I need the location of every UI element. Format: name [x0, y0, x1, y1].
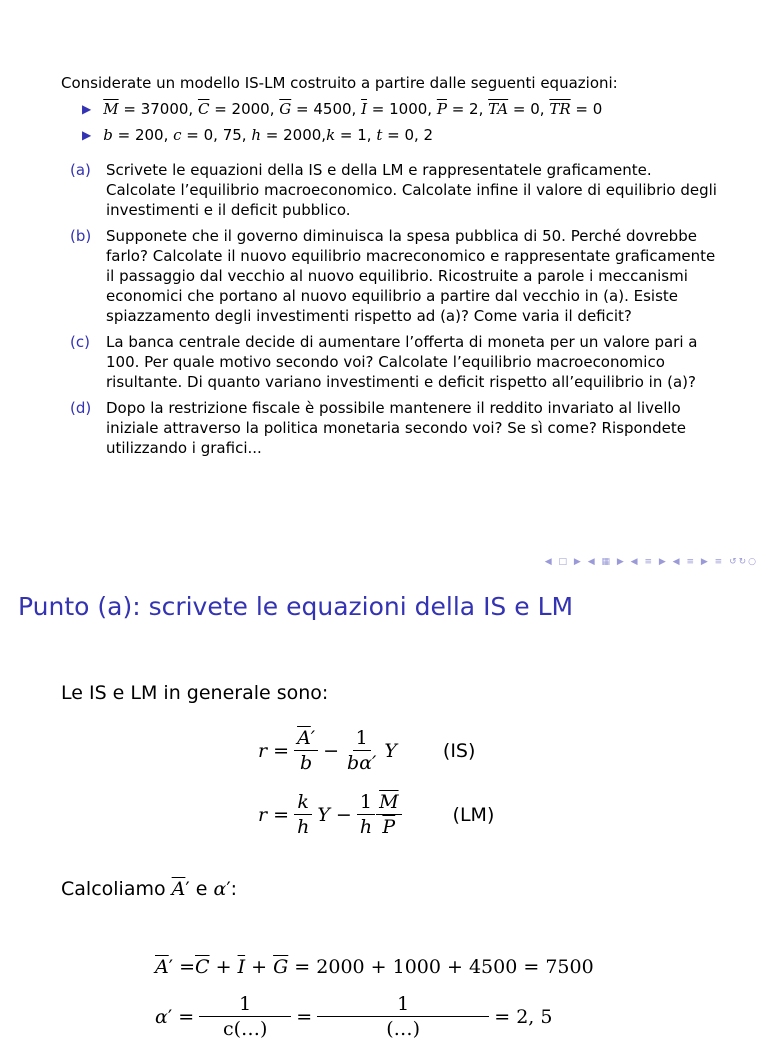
question-label: (b)	[70, 227, 92, 245]
lm-tag: (LM)	[452, 803, 495, 826]
nav-subsection-icon[interactable]: ◀ ▦ ▶	[587, 557, 626, 567]
question-label: (c)	[70, 333, 90, 351]
bullet-params-2	[82, 126, 433, 144]
intro-text: Considerate un modello IS-LM costruito a partire dalle seguenti equazioni:	[61, 74, 618, 92]
is-equation: r = $\frac{\overline{A}'}{b}$ − $\frac{1}{b\alpha'}$ Y (IS)	[258, 727, 476, 774]
question-text: Dopo la restrizione fiscale è possibile mantenere il reddito invariato al livello iniziale attraverso la politica monetaria secondo voi? Se sì come? Rispondete utilizzando i grafici...	[106, 399, 687, 457]
bullet-params-1	[82, 100, 602, 118]
nav-section2-icon[interactable]: ◀ ≡ ▶	[672, 557, 710, 567]
nav-frame-icon[interactable]: ◀ □ ▶	[544, 557, 583, 567]
nav-search-icon[interactable]: ↺↻○	[729, 557, 758, 567]
alpha-equation: α ′ = $\frac{1}{c(\dots)}$ = $\frac{1}{(\dots)}$ = 2, 5	[155, 993, 553, 1040]
calc-paragraph: Calcoliamo $\overline{A}'$ e α′:	[61, 878, 238, 900]
question-text: Supponete che il governo diminuisca la spesa pubblica di 50. Perché dovrebbe farlo? Calcolate il nuovo equilibrio macreconomico e rappresentate graficamente il passaggio dal vecchio al nuovo equilibrio. Ricostruite a parole i meccanismi economici che portano al nuovo equilibrio a partire dal vecchio in (a). Esiste spiazzamento degli investimenti rispetto ad (a)? Come varia il deficit?	[106, 227, 716, 325]
question-label: (d)	[70, 399, 92, 417]
nav-menu-icon[interactable]: ≡	[714, 557, 725, 567]
triangle-bullet-icon: ▶	[82, 128, 92, 142]
params-line-1: $\overline{M} = 37000$, $\overline{C} = 2000$, $\overline{G} = 4500$, $\overline{I} = 1000$, $\overline{P} = 2$, $\overline{TA} = 0$, $\overline{TR} = 0$	[103, 100, 603, 118]
slide-title: Punto (a): scrivete le equazioni della IS e LM	[18, 592, 574, 621]
nav-section-icon[interactable]: ◀ ≡ ▶	[630, 557, 668, 567]
is-tag: (IS)	[442, 739, 476, 762]
triangle-bullet-icon: ▶	[82, 102, 92, 116]
question-a	[70, 160, 720, 220]
params-line-2: b = 200, c = 0, 75, h = 2000,k = 1, t = 0, 2	[103, 126, 434, 144]
question-text: La banca centrale decide di aumentare l’offerta di moneta per un valore pari a 100. Per quale motivo secondo voi? Calcolate l’equilibrio macroeconomico risultante. Di quanto variano investimenti e deficit rispetto all’equilibrio in (a)?	[106, 333, 698, 391]
question-c	[70, 332, 720, 392]
a-prime-equation: $\overline{A}$ ′ = $\overline{C}$ + $\overline{I}$ + $\overline{G}$ = 2000 + 1000 + 4500 = 7500	[155, 956, 594, 978]
slide-punto-a	[0, 576, 768, 1040]
question-label: (a)	[70, 161, 91, 179]
beamer-navigation[interactable]	[545, 557, 758, 567]
lm-equation: r = $\frac{k}{h}$ Y − $\frac{1}{h}$ $\frac{\overline{M}}{P}$ (LM)	[258, 791, 495, 838]
intro-paragraph: Le IS e LM in generale sono:	[61, 682, 329, 704]
question-text: Scrivete le equazioni della IS e della LM e rappresentatele graficamente. Calcolate l’equilibrio macroeconomico. Calcolate infine il valore di equilibrio degli investimenti e il deficit pubblico.	[106, 161, 717, 219]
question-b	[70, 226, 720, 326]
question-d	[70, 398, 720, 458]
